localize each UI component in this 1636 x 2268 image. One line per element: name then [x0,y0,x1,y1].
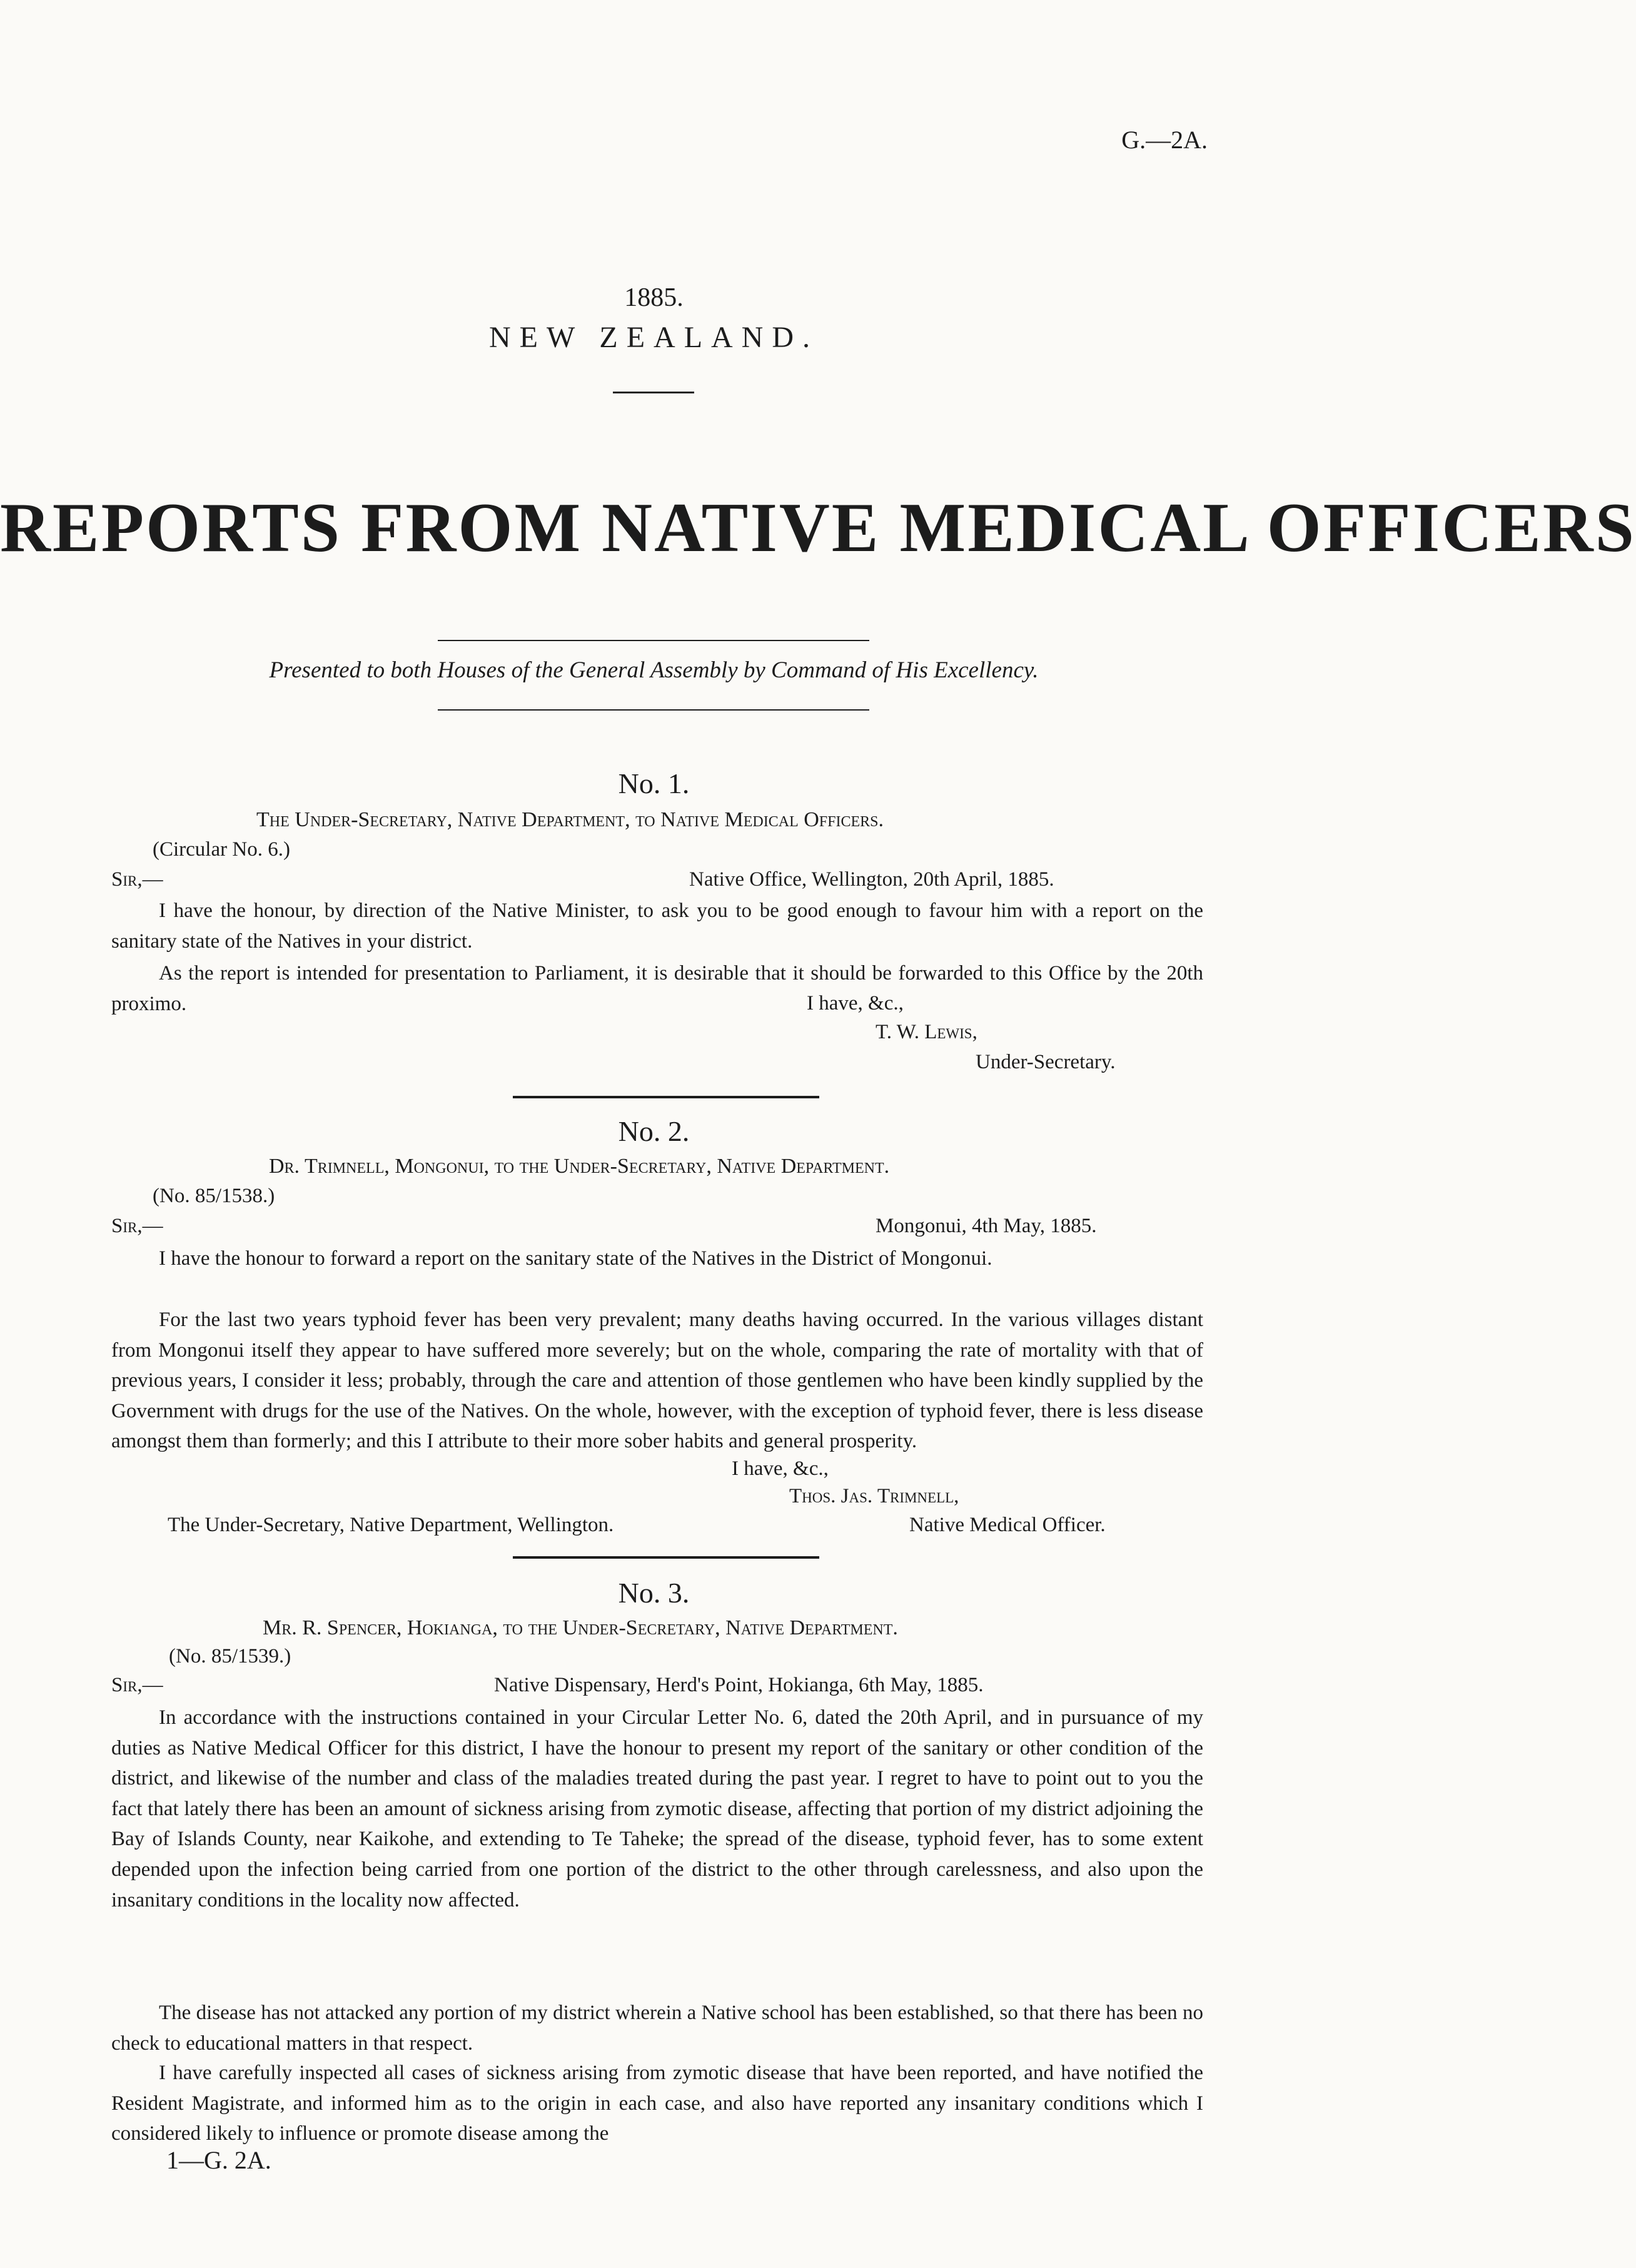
letter-3-paragraph-1: In accordance with the instructions contained in your Circular Letter No. 6, dated the 20th April, and in pursuance of my duties as Native Medical Officer for this district, I have the honour to present my report of the sanitary or other condition of the district, and likewise of the number and class of the maladies treated during the past year. I regret to have to point out to you the fact that lately there has been an amount of sickness arising from zymotic disease, affecting that portion of my district adjoining the Bay of Islands County, near Kaikohe, and extending to Te Taheke; the spread of the disease, typhoid fever, has to some extent depended upon the infection being carried from one portion of the district to the other through carelessness, and also upon the insanitary conditions in the locality now affected. [111,1706,1203,1911]
letter-1-closing: I have, &c., [807,992,904,1015]
letter-2-number: No. 2. [618,1115,690,1147]
letter-1-divider [513,1096,819,1098]
letter-2-heading: Dr. Trimnell, Mongonui, to the Under-Secretary, Native Department. [269,1155,890,1178]
presented-line: Presented to both Houses of the General Assembly by Command of His Excellency. [269,657,1039,683]
letter-2-addressee: The Under-Secretary, Native Department, Wellington. [168,1514,614,1536]
letter-2-reference: (No. 85/1538.) [153,1185,275,1207]
letter-3-reference: (No. 85/1539.) [169,1645,291,1668]
letter-3-paragraph-2: The disease has not attacked any portion of my district wherein a Native school has been established, so that there has been no check to educational matters in that respect. [111,2002,1203,2055]
letter-3-heading: Mr. R. Spencer, Hokianga, to the Under-Secretary, Native Department. [263,1616,898,1639]
presented-rule-bottom [438,709,869,711]
letter-2-closing: I have, &c., [732,1457,829,1480]
signature-mark: 1—G. 2A. [166,2146,271,2174]
document-title: REPORTS FROM NATIVE MEDICAL OFFICERS [0,489,1636,567]
letter-1-number: No. 1. [618,767,690,799]
letter-1-signature: T. W. Lewis, [876,1021,977,1043]
letter-3-paragraph-3: I have carefully inspected all cases of sickness arising from zymotic disease that have been reported, and have notified the Resident Magistrate, and informed him as to the origin in each case, and also have reported any insanitary conditions which I considered likely to influence or promote disease among the [111,2062,1203,2145]
country: NEW ZEALAND. [488,321,819,354]
title-divider [613,392,694,393]
letter-3-dateline: Native Dispensary, Herd's Point, Hokianga, 6th May, 1885. [494,1674,984,1696]
letter-2-divider [513,1556,819,1559]
letter-2-salutation: Sir,— [111,1215,163,1237]
letter-3-number: No. 3. [618,1577,690,1609]
letter-2-dateline: Mongonui, 4th May, 1885. [876,1215,1097,1237]
letter-1-signatory-title: Under-Secretary. [976,1051,1116,1073]
letter-1-paragraph-1: I have the honour, by direction of the Native Minister, to ask you to be good enough to favour him with a report on the sanitary state of the Natives in your district. [111,899,1203,953]
letter-2-signature: Thos. Jas. Trimnell, [789,1485,959,1507]
letter-1-heading: The Under-Secretary, Native Department, to Native Medical Officers. [256,808,884,831]
letter-1-reference: (Circular No. 6.) [153,838,290,861]
letter-2-signatory-title: Native Medical Officer. [909,1514,1106,1536]
letter-1-dateline: Native Office, Wellington, 20th April, 1885. [689,868,1054,891]
page-reference: G.—2A. [1121,126,1208,154]
letter-2-paragraph-1: I have the honour to forward a report on the sanitary state of the Natives in the District of Mongonui. [159,1247,992,1270]
letter-1-paragraph-2: As the report is intended for presentation to Parliament, it is desirable that it should be forwarded to this Office by the 20th proximo. [111,962,1203,1015]
presented-rule-top [438,640,869,641]
letter-2-paragraph-2: For the last two years typhoid fever has been very prevalent; many deaths having occurred. In the various villages distant from Mongonui itself they appear to have suffered more severely; but on the whole, comparing the rate of mortality with that of previous years, I consider it less; probably, through the care and attention of those gentlemen who have been kindly supplied by the Government with drugs for the use of the Natives. On the whole, however, with the exception of typhoid fever, there is less disease amongst them than formerly; and this I attribute to their more sober habits and general prosperity. [111,1309,1203,1453]
letter-1-salutation: Sir,— [111,868,163,891]
letter-3-salutation: Sir,— [111,1674,163,1696]
year: 1885. [624,283,684,312]
